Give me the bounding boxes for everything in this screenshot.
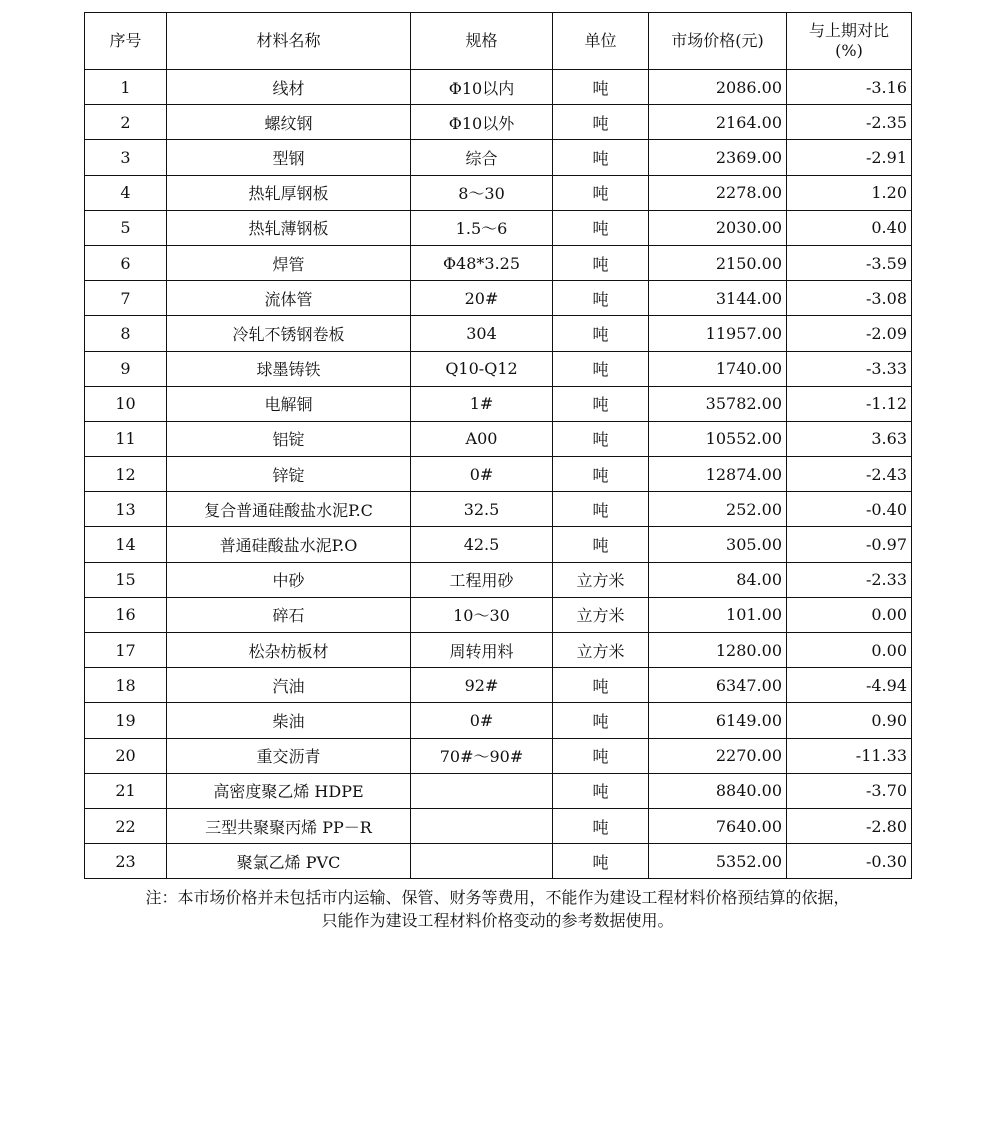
- header-index: 序号: [85, 13, 167, 70]
- table-row: [85, 844, 912, 879]
- table-row: [85, 492, 912, 527]
- cell-unit: 吨: [553, 492, 649, 527]
- cell-price: 8840.00: [649, 773, 787, 808]
- cell-price: 84.00: [649, 562, 787, 597]
- cell-spec: 70#～90#: [411, 738, 553, 773]
- cell-index: 5: [85, 210, 167, 245]
- cell-unit: 吨: [553, 70, 649, 105]
- cell-price: 2369.00: [649, 140, 787, 175]
- cell-change: -11.33: [787, 738, 912, 773]
- cell-change: -1.12: [787, 386, 912, 421]
- cell-material-name: 碎石: [167, 597, 411, 632]
- cell-change: 0.00: [787, 633, 912, 668]
- cell-change: 1.20: [787, 175, 912, 210]
- table-row: [85, 668, 912, 703]
- cell-material-name: 柴油: [167, 703, 411, 738]
- footnote: [84, 886, 911, 932]
- cell-change: -3.70: [787, 773, 912, 808]
- table-row: [85, 386, 912, 421]
- cell-index: 7: [85, 281, 167, 316]
- cell-change: 0.00: [787, 597, 912, 632]
- table-row: [85, 457, 912, 492]
- header-name: 材料名称: [167, 13, 411, 70]
- table-row: [85, 527, 912, 562]
- header-change-line2: (%): [835, 41, 863, 60]
- cell-change: -2.91: [787, 140, 912, 175]
- cell-unit: 吨: [553, 140, 649, 175]
- cell-material-name: 型钢: [167, 140, 411, 175]
- cell-material-name: 聚氯乙烯 PVC: [167, 844, 411, 879]
- cell-unit: 吨: [553, 773, 649, 808]
- cell-index: 6: [85, 245, 167, 280]
- cell-index: 2: [85, 105, 167, 140]
- cell-unit: 吨: [553, 105, 649, 140]
- header-row: [85, 13, 912, 70]
- cell-unit: 立方米: [553, 633, 649, 668]
- cell-index: 9: [85, 351, 167, 386]
- table-row: [85, 175, 912, 210]
- header-change: [787, 13, 912, 70]
- cell-spec: 0#: [411, 457, 553, 492]
- cell-change: -2.80: [787, 808, 912, 843]
- cell-price: 6347.00: [649, 668, 787, 703]
- cell-index: 21: [85, 773, 167, 808]
- header-price: 市场价格(元): [649, 13, 787, 70]
- cell-unit: 吨: [553, 738, 649, 773]
- table-row: [85, 281, 912, 316]
- cell-index: 23: [85, 844, 167, 879]
- cell-index: 14: [85, 527, 167, 562]
- cell-spec: Φ10以内: [411, 70, 553, 105]
- cell-unit: 吨: [553, 210, 649, 245]
- cell-spec: 工程用砂: [411, 562, 553, 597]
- cell-material-name: 重交沥青: [167, 738, 411, 773]
- table-row: [85, 562, 912, 597]
- cell-material-name: 复合普通硅酸盐水泥P.C: [167, 492, 411, 527]
- cell-price: 2270.00: [649, 738, 787, 773]
- cell-price: 2278.00: [649, 175, 787, 210]
- cell-material-name: 高密度聚乙烯 HDPE: [167, 773, 411, 808]
- table-row: [85, 808, 912, 843]
- cell-material-name: 焊管: [167, 245, 411, 280]
- cell-index: 15: [85, 562, 167, 597]
- cell-index: 8: [85, 316, 167, 351]
- cell-change: -3.08: [787, 281, 912, 316]
- footnote-line2: 只能作为建设工程材料价格变动的参考数据使用。: [321, 911, 674, 930]
- cell-unit: 吨: [553, 281, 649, 316]
- cell-change: -2.35: [787, 105, 912, 140]
- cell-unit: 吨: [553, 808, 649, 843]
- cell-material-name: 电解铜: [167, 386, 411, 421]
- cell-index: 22: [85, 808, 167, 843]
- cell-change: -2.43: [787, 457, 912, 492]
- cell-price: 11957.00: [649, 316, 787, 351]
- cell-change: 0.40: [787, 210, 912, 245]
- cell-index: 11: [85, 421, 167, 456]
- header-unit: 单位: [553, 13, 649, 70]
- table-row: [85, 245, 912, 280]
- cell-material-name: 三型共聚聚丙烯 PP－R: [167, 808, 411, 843]
- cell-unit: 吨: [553, 703, 649, 738]
- cell-material-name: 松杂枋板材: [167, 633, 411, 668]
- cell-unit: 立方米: [553, 597, 649, 632]
- cell-unit: 吨: [553, 457, 649, 492]
- table-row: [85, 738, 912, 773]
- cell-index: 19: [85, 703, 167, 738]
- cell-material-name: 普通硅酸盐水泥P.O: [167, 527, 411, 562]
- cell-change: -0.97: [787, 527, 912, 562]
- cell-spec: [411, 808, 553, 843]
- cell-change: -3.16: [787, 70, 912, 105]
- header-spec: 规格: [411, 13, 553, 70]
- cell-price: 2150.00: [649, 245, 787, 280]
- cell-unit: 吨: [553, 527, 649, 562]
- cell-spec: 综合: [411, 140, 553, 175]
- cell-price: 1280.00: [649, 633, 787, 668]
- cell-spec: 32.5: [411, 492, 553, 527]
- cell-unit: 吨: [553, 245, 649, 280]
- table-row: [85, 351, 912, 386]
- table-row: [85, 70, 912, 105]
- cell-unit: 立方米: [553, 562, 649, 597]
- cell-price: 2086.00: [649, 70, 787, 105]
- cell-change: 0.90: [787, 703, 912, 738]
- cell-spec: [411, 844, 553, 879]
- cell-unit: 吨: [553, 175, 649, 210]
- cell-price: 2164.00: [649, 105, 787, 140]
- cell-unit: 吨: [553, 668, 649, 703]
- cell-price: 12874.00: [649, 457, 787, 492]
- cell-material-name: 球墨铸铁: [167, 351, 411, 386]
- cell-index: 12: [85, 457, 167, 492]
- material-price-table: [84, 12, 912, 879]
- cell-spec: Φ48*3.25: [411, 245, 553, 280]
- cell-spec: 42.5: [411, 527, 553, 562]
- table-row: [85, 316, 912, 351]
- cell-price: 6149.00: [649, 703, 787, 738]
- cell-material-name: 线材: [167, 70, 411, 105]
- cell-index: 16: [85, 597, 167, 632]
- cell-spec: A00: [411, 421, 553, 456]
- table-row: [85, 597, 912, 632]
- cell-spec: [411, 773, 553, 808]
- table-row: [85, 703, 912, 738]
- cell-price: 2030.00: [649, 210, 787, 245]
- cell-spec: 周转用料: [411, 633, 553, 668]
- cell-price: 35782.00: [649, 386, 787, 421]
- cell-spec: 10～30: [411, 597, 553, 632]
- cell-price: 1740.00: [649, 351, 787, 386]
- cell-price: 101.00: [649, 597, 787, 632]
- cell-spec: Φ10以外: [411, 105, 553, 140]
- cell-index: 10: [85, 386, 167, 421]
- cell-spec: 0#: [411, 703, 553, 738]
- cell-unit: 吨: [553, 316, 649, 351]
- cell-index: 4: [85, 175, 167, 210]
- cell-unit: 吨: [553, 844, 649, 879]
- cell-change: -3.33: [787, 351, 912, 386]
- cell-index: 13: [85, 492, 167, 527]
- cell-index: 18: [85, 668, 167, 703]
- cell-spec: 20#: [411, 281, 553, 316]
- cell-price: 7640.00: [649, 808, 787, 843]
- cell-price: 10552.00: [649, 421, 787, 456]
- cell-material-name: 冷轧不锈钢卷板: [167, 316, 411, 351]
- cell-spec: 92#: [411, 668, 553, 703]
- cell-material-name: 热轧薄钢板: [167, 210, 411, 245]
- cell-spec: 8～30: [411, 175, 553, 210]
- cell-change: -0.30: [787, 844, 912, 879]
- cell-change: -0.40: [787, 492, 912, 527]
- cell-unit: 吨: [553, 351, 649, 386]
- header-change-line1: 与上期对比: [808, 21, 889, 40]
- cell-change: -4.94: [787, 668, 912, 703]
- cell-material-name: 热轧厚钢板: [167, 175, 411, 210]
- cell-price: 5352.00: [649, 844, 787, 879]
- table-row: [85, 210, 912, 245]
- cell-price: 305.00: [649, 527, 787, 562]
- cell-material-name: 锌锭: [167, 457, 411, 492]
- table-row: [85, 105, 912, 140]
- footnote-line1: 注：本市场价格并未包括市内运输、保管、财务等费用，不能作为建设工程材料价格预结算的依据，: [145, 888, 850, 907]
- cell-price: 252.00: [649, 492, 787, 527]
- cell-index: 1: [85, 70, 167, 105]
- cell-unit: 吨: [553, 421, 649, 456]
- cell-change: 3.63: [787, 421, 912, 456]
- cell-spec: 1.5～6: [411, 210, 553, 245]
- table-row: [85, 140, 912, 175]
- cell-spec: 1#: [411, 386, 553, 421]
- cell-unit: 吨: [553, 386, 649, 421]
- cell-material-name: 螺纹钢: [167, 105, 411, 140]
- cell-index: 17: [85, 633, 167, 668]
- cell-index: 20: [85, 738, 167, 773]
- cell-price: 3144.00: [649, 281, 787, 316]
- cell-spec: Q10-Q12: [411, 351, 553, 386]
- table-row: [85, 773, 912, 808]
- cell-change: -2.09: [787, 316, 912, 351]
- cell-material-name: 铝锭: [167, 421, 411, 456]
- cell-change: -3.59: [787, 245, 912, 280]
- cell-material-name: 汽油: [167, 668, 411, 703]
- table-row: [85, 633, 912, 668]
- cell-change: -2.33: [787, 562, 912, 597]
- cell-material-name: 流体管: [167, 281, 411, 316]
- cell-material-name: 中砂: [167, 562, 411, 597]
- table-row: [85, 421, 912, 456]
- cell-spec: 304: [411, 316, 553, 351]
- cell-index: 3: [85, 140, 167, 175]
